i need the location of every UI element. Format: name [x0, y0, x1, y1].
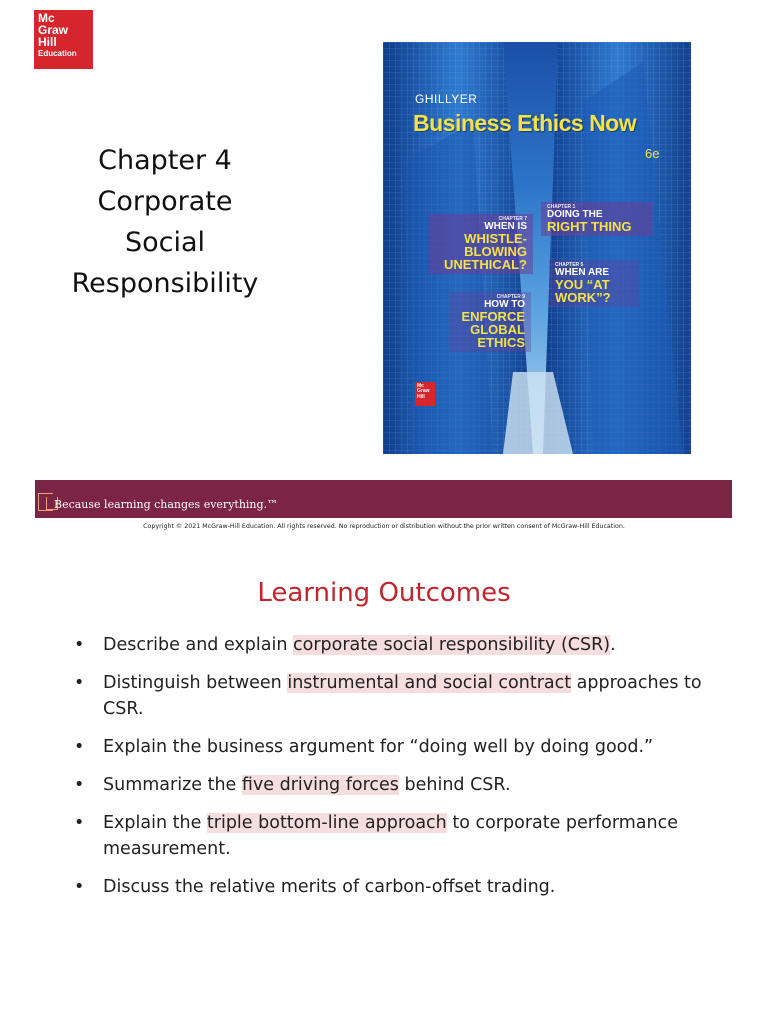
chapter-line: Chapter 4	[98, 145, 232, 176]
band-line: WHISTLE-	[464, 231, 527, 246]
list-item	[72, 772, 712, 798]
slide-title: Learning Outcomes	[257, 578, 511, 608]
chapter-line: Responsibility	[71, 268, 259, 299]
learning-outcomes-slide	[0, 560, 768, 1024]
band-line: UNETHICAL?	[443, 257, 527, 272]
bullet-text: Explain the	[103, 813, 207, 833]
logo-line: Hill	[38, 35, 57, 50]
footer-bar	[35, 480, 732, 518]
cover-band-right-thing	[541, 202, 653, 236]
bullet-text: Summarize the	[103, 775, 242, 795]
cover-band-at-work	[549, 260, 639, 307]
list-item	[72, 632, 712, 658]
list-item	[72, 670, 712, 722]
highlighted-text: five driving forces	[241, 775, 399, 795]
logo-line: Education	[38, 48, 77, 58]
bullet-text: Discuss the relative merits of carbon-offset trading.	[103, 877, 556, 897]
bullet-text: approaches to CSR.	[103, 673, 702, 719]
band-chapter: CHAPTER 9	[496, 294, 525, 300]
highlighted-text: corporate social responsibility (CSR)	[293, 635, 611, 655]
chapter-line: Social	[124, 227, 206, 258]
band-heading: WHEN ARE	[555, 267, 610, 278]
logo-line: Mc	[38, 11, 55, 25]
bullet-text: behind CSR.	[398, 775, 511, 795]
band-chapter: CHAPTER 7	[498, 216, 527, 222]
band-line: ENFORCE	[461, 309, 525, 324]
list-item	[72, 810, 712, 862]
band-line: ETHICS	[477, 335, 525, 350]
cover-title: Business Ethics Now	[413, 110, 637, 136]
bullet-text: Distinguish between	[103, 673, 288, 693]
cover-publisher-logo	[415, 382, 435, 406]
band-line: GLOBAL	[470, 322, 525, 337]
band-chapter: CHAPTER 5	[555, 262, 584, 268]
book-cover-image	[383, 42, 691, 454]
mcgraw-hill-logo	[34, 10, 93, 69]
list-item	[72, 874, 712, 900]
footer-tagline: Because learning changes everything.™	[54, 498, 279, 511]
band-line: YOU “AT	[555, 277, 610, 292]
copyright-notice: Copyright © 2021 McGraw-Hill Education. All rights reserved. No reproduction or distribution without the prior written consent of McGraw-Hill Education.	[143, 523, 625, 530]
band-heading: HOW TO	[484, 299, 525, 310]
band-heading: DOING THE	[547, 209, 603, 220]
highlighted-text: instrumental and social contract	[287, 673, 572, 693]
highlighted-text: triple bottom-line approach	[206, 813, 447, 833]
bullet-text: Describe and explain	[103, 635, 293, 655]
band-line: BLOWING	[464, 244, 527, 259]
cover-author: GHILLYER	[415, 92, 478, 106]
band-line: RIGHT THING	[547, 219, 632, 234]
chapter-line: Corporate	[97, 186, 233, 217]
cover-logo-line: Mc	[417, 383, 424, 389]
cover-band-whistleblowing	[429, 214, 533, 274]
band-heading: WHEN IS	[484, 221, 527, 232]
cover-edition: 6e	[645, 146, 660, 161]
cover-band-global-ethics	[449, 292, 531, 352]
logo-line: Graw	[38, 23, 69, 38]
list-item	[72, 734, 712, 760]
bullet-text: .	[610, 635, 616, 655]
bullet-text: to corporate performance measurement.	[103, 813, 678, 859]
outcomes-list	[72, 632, 712, 912]
band-line: WORK”?	[555, 290, 611, 305]
cover-logo-line: Hill	[417, 393, 425, 400]
band-chapter: CHAPTER 1	[547, 204, 576, 210]
chapter-title	[40, 140, 290, 304]
cover-logo-line: Graw	[417, 388, 430, 395]
bullet-text: Explain the business argument for “doing well by doing good.”	[103, 737, 654, 757]
